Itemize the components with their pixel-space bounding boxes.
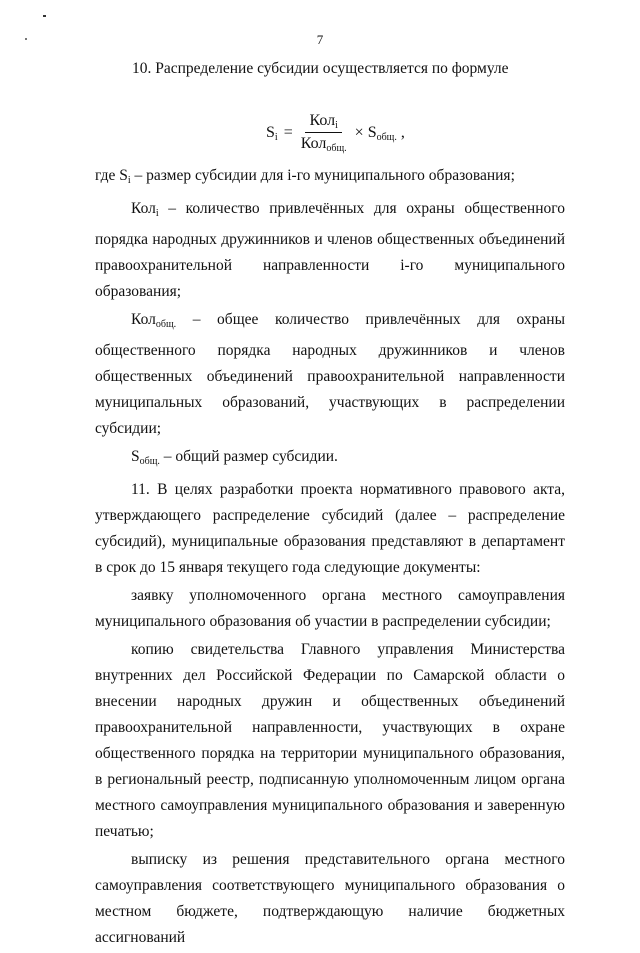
paragraph-kol-total: Кол$_{общ.}$ – общее количество привлечённых для охраны общественного порядка народных дружинников и членов общественных объединений правоохранительной направленности муниципальных образований, участвующих в распределении субсидии; — [95, 311, 565, 437]
page-number: 7 — [316, 32, 324, 47]
formula-multiplier: × $S_{общ.}$ , — [354, 123, 405, 143]
formula-lhs: $S_i$ — [266, 123, 278, 143]
formula-equals: = — [283, 124, 293, 141]
document-body — [95, 163, 565, 953]
paragraph-s-total: $S_{общ.}$ – общий размер субсидии. — [131, 448, 338, 467]
paragraph-vypiska: выписку из решения представительного органа местного самоуправления соответствующего муниципального образования о местном бюджете, подтверждающую наличие бюджетных ассигнований — [95, 851, 565, 946]
formula-numerator: Кол$_i$ — [305, 112, 341, 133]
paragraph-11: 11. В целях разработки проекта нормативного правового акта, утверждающего распределение субсидий (далее – распределение субсидий), муниципальные образования представляют в департамент в срок до 15 января текущего года следующие документы: — [95, 481, 565, 576]
paragraph-kopiya: копию свидетельства Главного управления Министерства внутренних дел Российской Федерации по Самарской области о внесении народных дружин и общественных объединений правоохранительной направленности, участвующих в охране общественного порядка на территории муниципального образования, в региональный реестр, подписанную уполномоченным лицом органа местного самоуправления муниципального образования и заверенную печатью; — [95, 641, 565, 840]
formula-fraction — [297, 112, 351, 154]
scan-speck — [43, 15, 46, 17]
formula-denominator: Кол$_{общ.}$ — [300, 135, 347, 154]
section-heading: 10. Распределение субсидии осуществляется по формуле — [132, 60, 509, 77]
subsidy-formula — [266, 112, 405, 154]
paragraph-where: где $S_i$ – размер субсидии для i-го муниципального образования; — [95, 167, 515, 186]
paragraph-kol-i: Кол$_i$ – количество привлечённых для охраны общественного порядка народных дружинников и членов общественных объединений правоохранительной направленности i-го муниципального образования; — [95, 200, 565, 300]
paragraph-zayavka: заявку уполномоченного органа местного самоуправления муниципального образования об участии в распределении субсидии; — [95, 587, 565, 630]
